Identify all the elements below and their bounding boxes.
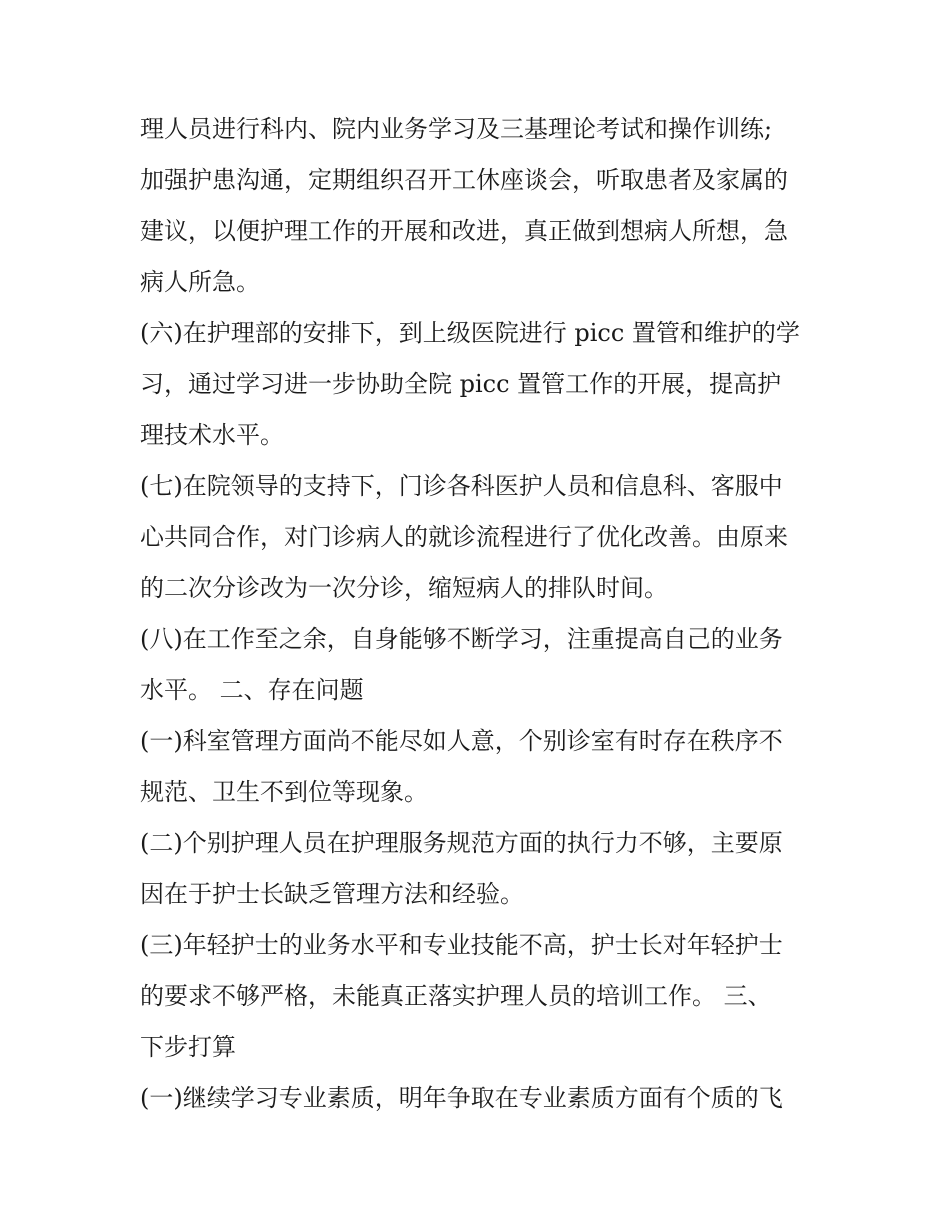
text-line: 理人员进行科内、院内业务学习及三基理论考试和操作训练;	[140, 115, 773, 143]
text-line: 的要求不够严格，未能真正落实护理人员的培训工作。 三、	[140, 982, 772, 1010]
text-line: 理技术水平。	[140, 421, 284, 449]
text-line: 因在于护士长缺乏管理方法和经验。	[140, 880, 524, 908]
text-line: 规范、卫生不到位等现象。	[140, 778, 428, 806]
text-line: 下步打算	[140, 1033, 236, 1061]
text-line: (二)个别护理人员在护理服务规范方面的执行力不够，主要原	[140, 829, 783, 857]
text-line: (一)科室管理方面尚不能尽如人意，个别诊室有时存在秩序不	[140, 727, 783, 755]
document-body	[140, 104, 820, 1124]
text-line: 心共同合作，对门诊病人的就诊流程进行了优化改善。由原来	[140, 523, 788, 551]
text-line: (一)继续学习专业素质，明年争取在专业素质方面有个质的飞	[140, 1084, 783, 1112]
text-line: 习，通过学习进一步协助全院 picc 置管工作的开展，提高护	[140, 370, 782, 398]
text-line: (六)在护理部的安排下，到上级医院进行 picc 置管和维护的学	[140, 319, 800, 347]
text-line: (三)年轻护士的业务水平和专业技能不高，护士长对年轻护士	[140, 931, 783, 959]
text-line: 加强护患沟通，定期组织召开工休座谈会，听取患者及家属的	[140, 166, 788, 194]
text-line: 水平。 二、存在问题	[140, 676, 364, 704]
text-line: 的二次分诊改为一次分诊，缩短病人的排队时间。	[140, 574, 668, 602]
text-line: (八)在工作至之余，自身能够不断学习，注重提高自己的业务	[140, 625, 783, 653]
text-line: 病人所急。	[140, 268, 260, 296]
text-line: 建议，以便护理工作的开展和改进，真正做到想病人所想，急	[140, 217, 788, 245]
text-line: (七)在院领导的支持下，门诊各科医护人员和信息科、客服中	[140, 472, 783, 500]
